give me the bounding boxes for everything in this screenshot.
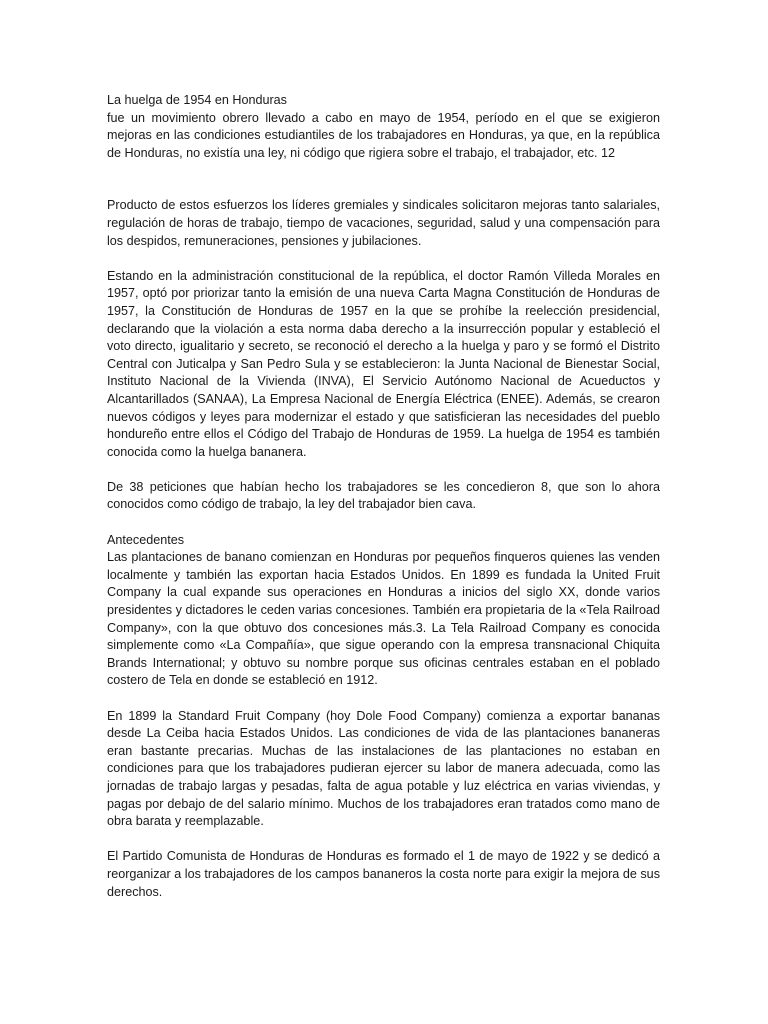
paragraph-communist-party: El Partido Comunista de Honduras de Honduras es formado el 1 de mayo de 1922 y se dedicó a reorganizar a los trabajadores de los campos bananeros la costa norte para exigir la mejora de sus derechos. [107, 849, 660, 899]
spacer [107, 831, 660, 849]
document-page [107, 92, 660, 901]
section-heading-antecedentes: Antecedentes [107, 532, 185, 547]
spacer [107, 250, 660, 268]
paragraph-plantations: Las plantaciones de banano comienzan en Honduras por pequeños finqueros quienes las venden localmente y también las exportan hacia Estados Unidos. En 1899 es fundada la United Fruit Company la cual expande sus operaciones en Honduras a inicios del siglo XX, donde varios presidentes y dictadores le ceden varias concesiones. También era propietaria de la «Tela Railroad Company», con la que obtuvo dos concesiones más.3. La Tela Railroad Company es conocida simplemente como «La Compañía», que sigue operando con la empresa transnacional Chiquita Brands International; y obtuvo su nombre porque sus oficinas centrales estaban en el poblado costero de Tela en donde se estableció en 1912. [107, 550, 660, 688]
paragraph-administration: Estando en la administración constitucional de la república, el doctor Ramón Villeda Morales en 1957, optó por priorizar tanto la emisión de una nueva Carta Magna Constitución de Honduras de 1957, la Constitución de Honduras de 1957 en la que se prohíbe la reelección presidencial, declarando que la violación a esta norma daba derecho a la insurrección popular y estableció el voto directo, igualitario y secreto, se reconoció el derecho a la huelga y paro y se formó el Distrito Central con Juticalpa y San Pedro Sula y se establecieron: la Junta Nacional de Bienestar Social, Instituto Nacional de la Vivienda (INVA), El Servicio Autónomo Nacional de Acueductos y Alcantarillados (SANAA), La Empresa Nacional de Energía Eléctrica (ENEE). Además, se crearon nuevos códigos y leyes para modernizar el estado y que satisficieran las necesidades del pueblo hondureño entre ellos el Código del Trabajo de Honduras de 1959. La huelga de 1954 es también conocida como la huelga bananera. [107, 268, 660, 459]
spacer [107, 162, 660, 197]
spacer [107, 461, 660, 479]
paragraph-demands: Producto de estos esfuerzos los líderes gremiales y sindicales solicitaron mejoras tanto salariales, regulación de horas de trabajo, tiempo de vacaciones, seguridad, salud y una compensación para los despidos, remuneraciones, pensiones y jubilaciones. [107, 198, 660, 248]
document-title: La huelga de 1954 en Honduras [107, 93, 287, 107]
paragraph-petitions: De 38 peticiones que habían hecho los trabajadores se les concedieron 8, que son lo ahora conocidos como código de trabajo, la ley del trabajador bien cava. [107, 479, 660, 512]
paragraph-intro: fue un movimiento obrero llevado a cabo en mayo de 1954, período en el que se exigieron mejoras en las condiciones estudiantiles de los trabajadores en Honduras, ya que, en la república de Honduras, no existía una ley, ni código que rigiera sobre el trabajo, el trabajador, etc. 12 [107, 110, 660, 160]
spacer [107, 514, 660, 532]
spacer [107, 690, 660, 708]
paragraph-standard-fruit: En 1899 la Standard Fruit Company (hoy Dole Food Company) comienza a exportar bananas desde La Ceiba hacia Estados Unidos. Las condiciones de vida de las plantaciones bananeras eran bastante precarias. Muchas de las instalaciones de las plantaciones no estaban en condiciones para que los trabajadores pudieran ejercer su labor de manera adecuada, como las jornadas de trabajo largas y pesadas, falta de agua potable y luz eléctrica en varias viviendas, y pagas por debajo de del salario mínimo. Muchos de los trabajadores eran tratados como mano de obra barata y reemplazable. [107, 708, 660, 829]
